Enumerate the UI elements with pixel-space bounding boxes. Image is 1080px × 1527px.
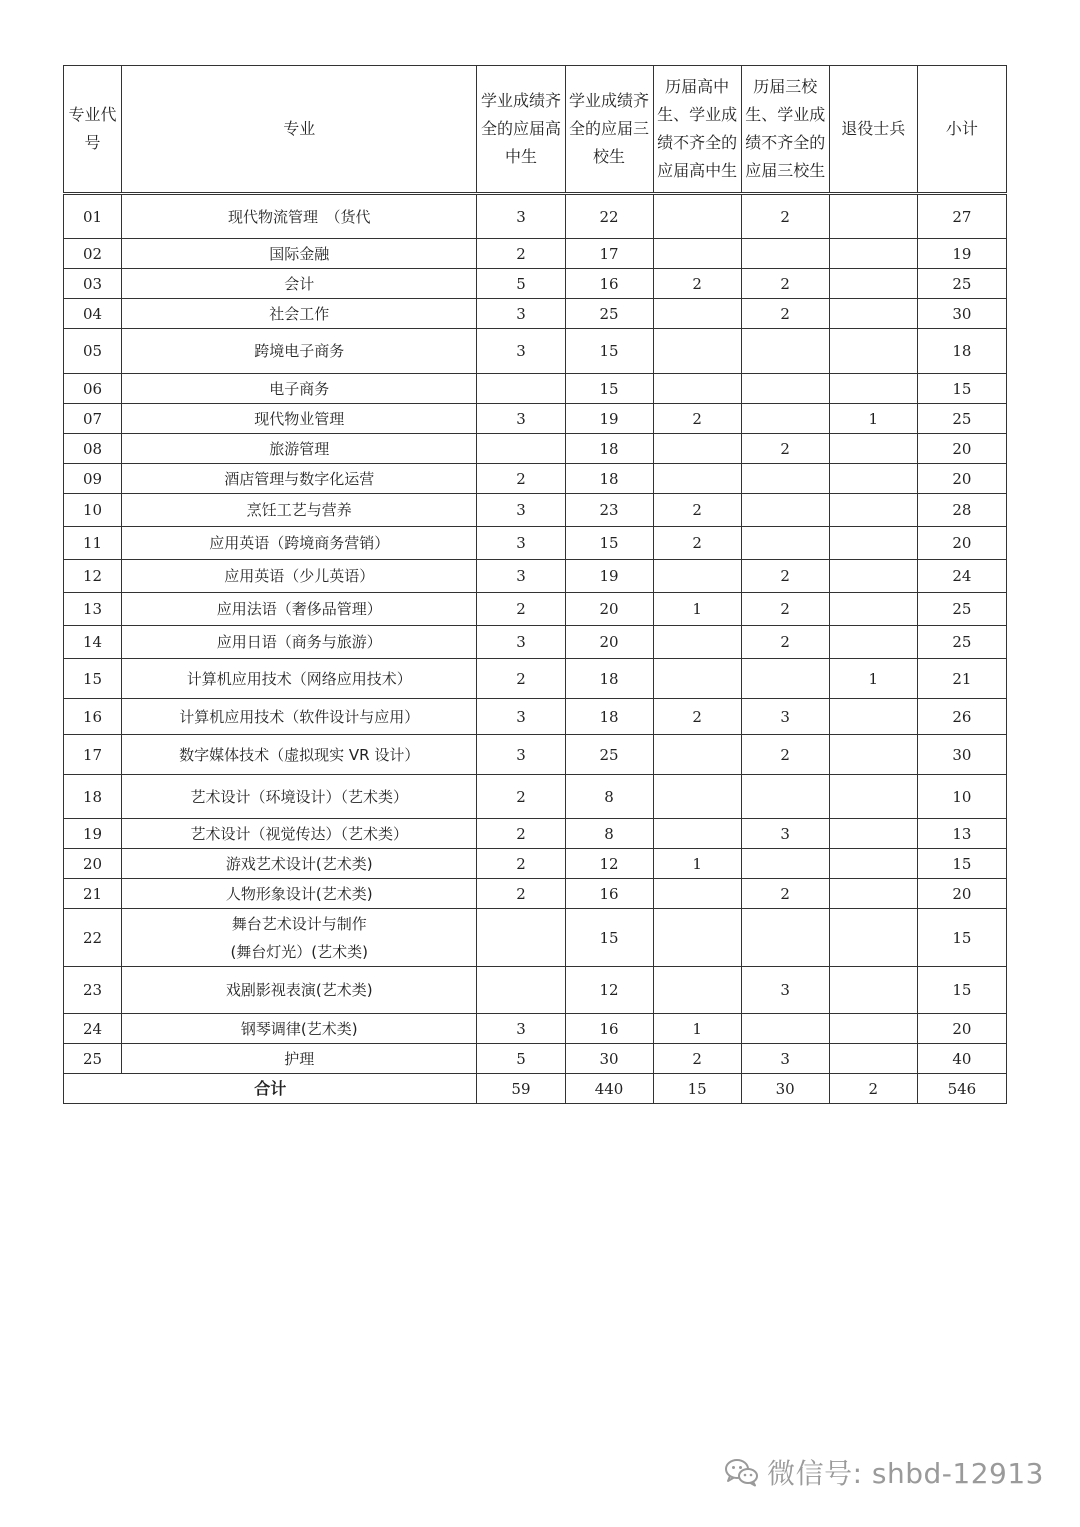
count-past-high-school <box>653 909 741 967</box>
row-subtotal: 27 <box>917 194 1006 239</box>
header-row <box>64 66 1007 194</box>
count-current-high-school <box>477 909 565 967</box>
table-row <box>64 269 1007 299</box>
count-veterans <box>829 775 917 819</box>
row-subtotal: 20 <box>917 434 1006 464</box>
table-row <box>64 464 1007 494</box>
count-past-high-school: 2 <box>653 404 741 434</box>
table-row <box>64 626 1007 659</box>
count-past-high-school: 1 <box>653 1014 741 1044</box>
count-current-vocational: 19 <box>565 404 653 434</box>
row-subtotal: 25 <box>917 269 1006 299</box>
count-current-high-school <box>477 967 565 1014</box>
count-current-vocational: 25 <box>565 735 653 775</box>
count-current-high-school <box>477 434 565 464</box>
count-current-high-school: 2 <box>477 849 565 879</box>
major-name: 计算机应用技术（软件设计与应用） <box>122 699 477 735</box>
count-veterans <box>829 299 917 329</box>
table-body <box>64 194 1007 1074</box>
count-past-vocational: 3 <box>741 1044 829 1074</box>
count-current-vocational: 17 <box>565 239 653 269</box>
row-subtotal: 21 <box>917 659 1006 699</box>
major-code: 10 <box>64 494 122 527</box>
major-name: 护理 <box>122 1044 477 1074</box>
total-col3: 15 <box>653 1074 741 1104</box>
major-name: 应用法语（奢侈品管理） <box>122 593 477 626</box>
row-subtotal: 15 <box>917 849 1006 879</box>
count-current-vocational: 12 <box>565 967 653 1014</box>
table-row <box>64 879 1007 909</box>
count-current-vocational: 8 <box>565 819 653 849</box>
count-past-vocational <box>741 527 829 560</box>
header-current-vocational-complete: 学业成绩齐全的应届三校生 <box>565 66 653 194</box>
count-veterans <box>829 909 917 967</box>
table-row <box>64 329 1007 374</box>
total-col2: 440 <box>565 1074 653 1104</box>
count-past-high-school <box>653 775 741 819</box>
row-subtotal: 10 <box>917 775 1006 819</box>
count-veterans <box>829 819 917 849</box>
totals-label: 合计 <box>64 1074 477 1104</box>
count-current-high-school: 3 <box>477 735 565 775</box>
count-past-high-school: 2 <box>653 269 741 299</box>
count-current-high-school: 2 <box>477 659 565 699</box>
count-past-vocational <box>741 464 829 494</box>
count-past-vocational: 2 <box>741 194 829 239</box>
count-past-vocational <box>741 909 829 967</box>
row-subtotal: 20 <box>917 879 1006 909</box>
major-code: 22 <box>64 909 122 967</box>
count-current-high-school: 3 <box>477 494 565 527</box>
totals-row <box>64 1074 1007 1104</box>
row-subtotal: 26 <box>917 699 1006 735</box>
count-current-vocational: 18 <box>565 434 653 464</box>
count-current-high-school: 3 <box>477 194 565 239</box>
count-past-high-school <box>653 299 741 329</box>
count-veterans <box>829 494 917 527</box>
row-subtotal: 25 <box>917 404 1006 434</box>
count-past-high-school: 1 <box>653 849 741 879</box>
count-current-high-school: 3 <box>477 560 565 593</box>
row-subtotal: 15 <box>917 967 1006 1014</box>
count-current-vocational: 16 <box>565 1014 653 1044</box>
major-code: 25 <box>64 1044 122 1074</box>
count-current-high-school: 2 <box>477 593 565 626</box>
table-row <box>64 699 1007 735</box>
row-subtotal: 24 <box>917 560 1006 593</box>
count-past-high-school <box>653 560 741 593</box>
count-current-vocational: 16 <box>565 879 653 909</box>
count-current-high-school: 3 <box>477 404 565 434</box>
count-veterans <box>829 879 917 909</box>
major-code: 24 <box>64 1014 122 1044</box>
major-code: 03 <box>64 269 122 299</box>
table-row <box>64 593 1007 626</box>
count-past-high-school <box>653 819 741 849</box>
count-current-vocational: 18 <box>565 464 653 494</box>
major-code: 14 <box>64 626 122 659</box>
table-row <box>64 374 1007 404</box>
major-name: 酒店管理与数字化运营 <box>122 464 477 494</box>
count-current-high-school: 3 <box>477 329 565 374</box>
count-past-vocational: 2 <box>741 299 829 329</box>
count-veterans <box>829 527 917 560</box>
major-name: 应用英语（少儿英语） <box>122 560 477 593</box>
count-current-vocational: 12 <box>565 849 653 879</box>
count-veterans <box>829 699 917 735</box>
table-row <box>64 1014 1007 1044</box>
table-row <box>64 560 1007 593</box>
count-current-high-school: 3 <box>477 299 565 329</box>
header-veterans: 退役士兵 <box>829 66 917 194</box>
count-current-high-school: 2 <box>477 464 565 494</box>
major-name: 游戏艺术设计(艺术类) <box>122 849 477 879</box>
major-name: 舞台艺术设计与制作 (舞台灯光）(艺术类) <box>122 909 477 967</box>
count-past-high-school <box>653 194 741 239</box>
count-past-vocational <box>741 659 829 699</box>
major-code: 17 <box>64 735 122 775</box>
header-major-code: 专业代号 <box>64 66 122 194</box>
count-veterans <box>829 849 917 879</box>
major-name: 应用日语（商务与旅游） <box>122 626 477 659</box>
count-veterans <box>829 194 917 239</box>
count-veterans <box>829 434 917 464</box>
row-subtotal: 28 <box>917 494 1006 527</box>
count-veterans <box>829 269 917 299</box>
row-subtotal: 40 <box>917 1044 1006 1074</box>
header-past-high-school: 历届高中生、学业成绩不齐全的应届高中生 <box>653 66 741 194</box>
row-subtotal: 20 <box>917 1014 1006 1044</box>
table-row <box>64 967 1007 1014</box>
count-current-high-school: 2 <box>477 775 565 819</box>
major-name: 社会工作 <box>122 299 477 329</box>
count-past-high-school <box>653 659 741 699</box>
row-subtotal: 15 <box>917 374 1006 404</box>
count-past-vocational: 2 <box>741 626 829 659</box>
major-code: 23 <box>64 967 122 1014</box>
count-veterans <box>829 967 917 1014</box>
table-header <box>64 66 1007 194</box>
major-name: 电子商务 <box>122 374 477 404</box>
count-current-vocational: 15 <box>565 909 653 967</box>
count-veterans <box>829 560 917 593</box>
count-past-high-school <box>653 735 741 775</box>
major-code: 02 <box>64 239 122 269</box>
major-name: 旅游管理 <box>122 434 477 464</box>
table-footer <box>64 1074 1007 1104</box>
count-past-high-school: 2 <box>653 699 741 735</box>
major-code: 04 <box>64 299 122 329</box>
count-current-vocational: 19 <box>565 560 653 593</box>
table-row <box>64 735 1007 775</box>
table-row <box>64 494 1007 527</box>
row-subtotal: 20 <box>917 527 1006 560</box>
major-name: 计算机应用技术（网络应用技术） <box>122 659 477 699</box>
count-past-high-school: 1 <box>653 593 741 626</box>
table-row <box>64 299 1007 329</box>
table-row <box>64 819 1007 849</box>
major-name: 会计 <box>122 269 477 299</box>
count-current-high-school: 2 <box>477 239 565 269</box>
major-code: 07 <box>64 404 122 434</box>
major-code: 18 <box>64 775 122 819</box>
count-veterans: 1 <box>829 659 917 699</box>
major-name: 现代物业管理 <box>122 404 477 434</box>
count-current-vocational: 20 <box>565 626 653 659</box>
count-past-vocational <box>741 329 829 374</box>
major-name: 跨境电子商务 <box>122 329 477 374</box>
table-row <box>64 527 1007 560</box>
count-veterans <box>829 1014 917 1044</box>
count-past-vocational: 2 <box>741 735 829 775</box>
count-current-vocational: 15 <box>565 374 653 404</box>
total-subtotal: 546 <box>917 1074 1006 1104</box>
count-current-high-school <box>477 374 565 404</box>
major-code: 20 <box>64 849 122 879</box>
count-past-vocational: 2 <box>741 269 829 299</box>
count-veterans <box>829 626 917 659</box>
count-past-vocational: 2 <box>741 879 829 909</box>
major-name: 国际金融 <box>122 239 477 269</box>
row-subtotal: 30 <box>917 299 1006 329</box>
major-code: 12 <box>64 560 122 593</box>
count-past-vocational <box>741 404 829 434</box>
count-past-vocational: 2 <box>741 593 829 626</box>
count-current-high-school: 3 <box>477 699 565 735</box>
count-past-vocational <box>741 1014 829 1044</box>
total-col4: 30 <box>741 1074 829 1104</box>
major-code: 06 <box>64 374 122 404</box>
row-subtotal: 15 <box>917 909 1006 967</box>
count-past-vocational: 3 <box>741 819 829 849</box>
count-past-high-school <box>653 464 741 494</box>
major-code: 05 <box>64 329 122 374</box>
watermark <box>723 1452 1044 1492</box>
count-veterans <box>829 593 917 626</box>
major-name: 烹饪工艺与营养 <box>122 494 477 527</box>
major-name: 戏剧影视表演(艺术类) <box>122 967 477 1014</box>
count-veterans <box>829 1044 917 1074</box>
major-name: 艺术设计（视觉传达）（艺术类） <box>122 819 477 849</box>
count-current-high-school: 3 <box>477 626 565 659</box>
count-past-high-school <box>653 434 741 464</box>
row-subtotal: 30 <box>917 735 1006 775</box>
major-name: 艺术设计（环境设计）（艺术类） <box>122 775 477 819</box>
table-row <box>64 404 1007 434</box>
count-current-vocational: 22 <box>565 194 653 239</box>
count-current-high-school: 5 <box>477 1044 565 1074</box>
count-veterans: 1 <box>829 404 917 434</box>
major-name: 现代物流管理 （货代 <box>122 194 477 239</box>
major-code: 01 <box>64 194 122 239</box>
count-past-vocational <box>741 239 829 269</box>
count-veterans <box>829 239 917 269</box>
count-current-vocational: 8 <box>565 775 653 819</box>
header-subtotal: 小计 <box>917 66 1006 194</box>
row-subtotal: 25 <box>917 626 1006 659</box>
major-name: 钢琴调律(艺术类) <box>122 1014 477 1044</box>
table-row <box>64 434 1007 464</box>
major-code: 21 <box>64 879 122 909</box>
table-row <box>64 239 1007 269</box>
header-major: 专业 <box>122 66 477 194</box>
total-col5: 2 <box>829 1074 917 1104</box>
count-past-high-school <box>653 239 741 269</box>
major-name: 应用英语（跨境商务营销） <box>122 527 477 560</box>
row-subtotal: 13 <box>917 819 1006 849</box>
major-name: 人物形象设计(艺术类) <box>122 879 477 909</box>
count-veterans <box>829 374 917 404</box>
major-name: 数字媒体技术（虚拟现实 VR 设计） <box>122 735 477 775</box>
count-past-vocational: 3 <box>741 967 829 1014</box>
count-current-vocational: 25 <box>565 299 653 329</box>
count-past-high-school <box>653 967 741 1014</box>
table-row <box>64 775 1007 819</box>
count-current-high-school: 3 <box>477 527 565 560</box>
count-current-vocational: 23 <box>565 494 653 527</box>
count-past-high-school: 2 <box>653 1044 741 1074</box>
header-past-vocational: 历届三校生、学业成绩不齐全的应届三校生 <box>741 66 829 194</box>
table-row <box>64 659 1007 699</box>
count-veterans <box>829 464 917 494</box>
major-code: 19 <box>64 819 122 849</box>
enrollment-plan-table <box>63 65 1007 1104</box>
count-past-high-school <box>653 626 741 659</box>
major-code: 09 <box>64 464 122 494</box>
count-past-high-school <box>653 879 741 909</box>
wechat-icon <box>723 1457 759 1487</box>
count-past-vocational <box>741 849 829 879</box>
count-current-high-school: 2 <box>477 819 565 849</box>
count-past-vocational <box>741 374 829 404</box>
count-current-high-school: 5 <box>477 269 565 299</box>
count-past-high-school: 2 <box>653 494 741 527</box>
count-current-vocational: 18 <box>565 659 653 699</box>
row-subtotal: 25 <box>917 593 1006 626</box>
table-row <box>64 194 1007 239</box>
count-past-vocational <box>741 494 829 527</box>
count-past-high-school <box>653 329 741 374</box>
table-row <box>64 909 1007 967</box>
count-past-vocational: 3 <box>741 699 829 735</box>
table-row <box>64 849 1007 879</box>
count-past-vocational <box>741 775 829 819</box>
count-past-vocational: 2 <box>741 434 829 464</box>
major-code: 13 <box>64 593 122 626</box>
row-subtotal: 18 <box>917 329 1006 374</box>
count-past-high-school: 2 <box>653 527 741 560</box>
count-current-high-school: 2 <box>477 879 565 909</box>
count-past-high-school <box>653 374 741 404</box>
major-code: 15 <box>64 659 122 699</box>
count-past-vocational: 2 <box>741 560 829 593</box>
count-current-vocational: 20 <box>565 593 653 626</box>
count-current-vocational: 15 <box>565 527 653 560</box>
count-veterans <box>829 329 917 374</box>
count-current-vocational: 16 <box>565 269 653 299</box>
row-subtotal: 20 <box>917 464 1006 494</box>
total-col1: 59 <box>477 1074 565 1104</box>
major-code: 16 <box>64 699 122 735</box>
count-current-high-school: 3 <box>477 1014 565 1044</box>
header-current-high-school-complete: 学业成绩齐全的应届高中生 <box>477 66 565 194</box>
count-current-vocational: 15 <box>565 329 653 374</box>
major-code: 08 <box>64 434 122 464</box>
table-row <box>64 1044 1007 1074</box>
row-subtotal: 19 <box>917 239 1006 269</box>
count-veterans <box>829 735 917 775</box>
major-code: 11 <box>64 527 122 560</box>
count-current-vocational: 18 <box>565 699 653 735</box>
watermark-text: 微信号: shbd-12913 <box>767 1457 1044 1490</box>
count-current-vocational: 30 <box>565 1044 653 1074</box>
